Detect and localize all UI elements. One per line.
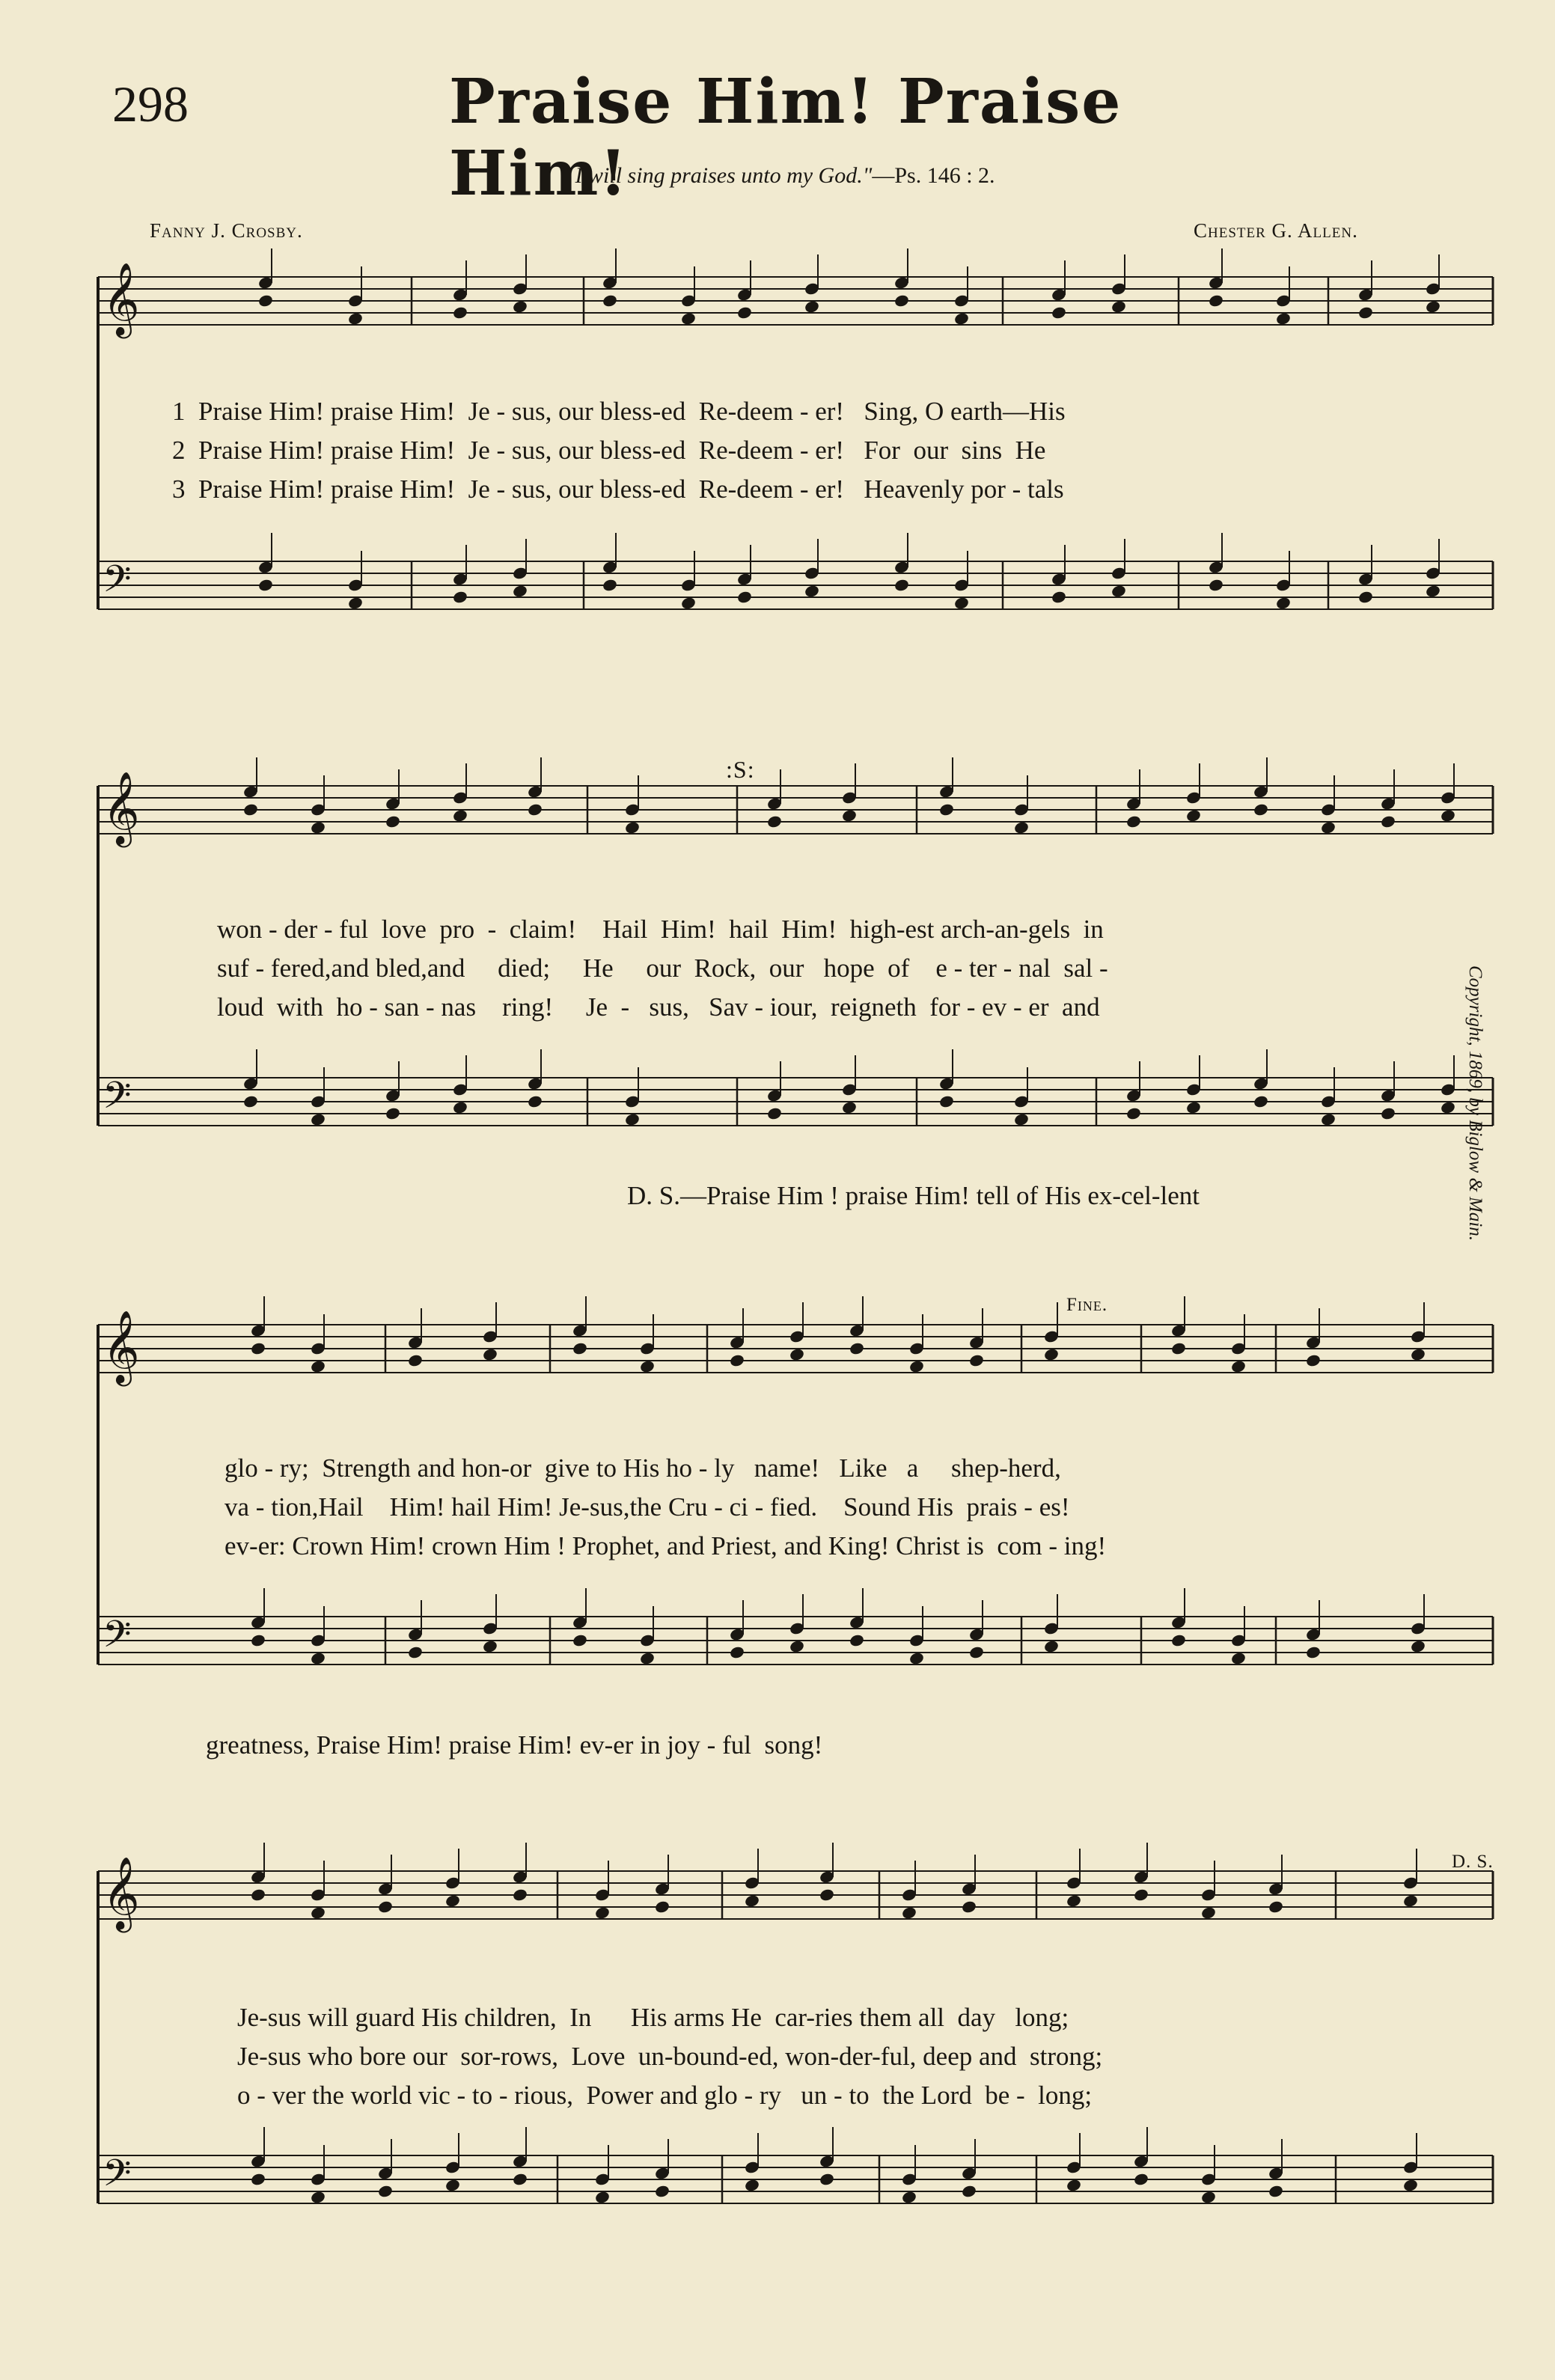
- notehead: [512, 1888, 528, 1902]
- notehead: [908, 1651, 925, 1665]
- notehead: [452, 808, 468, 823]
- segno-mark: :S:: [726, 756, 755, 783]
- verse-1-line: won - der - ful love pro - claim! Hail Him! hail Him! high-est arch-an-gels in: [217, 915, 1104, 944]
- notehead: [1440, 808, 1456, 823]
- bass-clef-icon: 𝄢: [103, 1074, 132, 1126]
- notehead: [901, 2190, 917, 2204]
- notehead: [789, 1639, 805, 1653]
- notehead: [1357, 305, 1374, 320]
- notehead: [893, 293, 910, 308]
- notehead: [1402, 1894, 1419, 1908]
- notehead: [1066, 2178, 1082, 2192]
- composer-credit: Chester G. Allen.: [1194, 219, 1358, 242]
- notehead: [1051, 590, 1067, 604]
- notehead: [1230, 1359, 1247, 1373]
- notehead: [819, 2172, 835, 2186]
- notehead: [1410, 1347, 1426, 1361]
- notehead: [901, 1905, 917, 1920]
- notehead: [250, 2172, 266, 2186]
- notehead: [849, 1633, 865, 1647]
- notehead: [377, 1900, 394, 1914]
- notehead: [1066, 1894, 1082, 1908]
- verse-3-line: loud with ho - san - nas ring! Je - sus, Sav - iour, reigneth for - ev - er and: [217, 992, 1100, 1022]
- ds-refrain-text: D. S.—Praise Him ! praise Him! tell of His ex-cel-lent: [627, 1181, 1200, 1210]
- verse-2-line: va - tion,Hail Him! hail Him! Je-sus,the Cru - ci - fied. Sound His prais - es!: [224, 1492, 1070, 1522]
- notehead: [407, 1353, 424, 1367]
- treble-clef-icon: 𝄞: [103, 771, 140, 844]
- verse-1-line: Je-sus will guard His children, In His arms He car-ries them all day long;: [237, 2003, 1069, 2032]
- notehead: [639, 1651, 656, 1665]
- notehead: [310, 1651, 326, 1665]
- notehead: [654, 1900, 670, 1914]
- notehead: [1402, 2178, 1419, 2192]
- notehead: [257, 293, 274, 308]
- notehead: [819, 1888, 835, 1902]
- notehead: [766, 1106, 783, 1120]
- notehead: [766, 814, 783, 829]
- notehead: [841, 808, 858, 823]
- notehead: [242, 802, 259, 817]
- hymn-number: 298: [112, 76, 189, 132]
- verse-3-line: ev-er: Crown Him! crown Him ! Prophet, and Priest, and King! Christ is com - ing!: [224, 1531, 1107, 1560]
- notehead: [1320, 820, 1336, 834]
- notehead: [1111, 584, 1127, 598]
- notehead: [310, 2190, 326, 2204]
- notehead: [452, 305, 468, 320]
- notehead: [1200, 2190, 1217, 2204]
- notehead: [310, 1359, 326, 1373]
- notehead: [1013, 820, 1030, 834]
- notehead: [953, 596, 970, 610]
- notehead: [594, 2190, 611, 2204]
- notehead: [602, 293, 618, 308]
- notehead: [310, 1112, 326, 1126]
- music-system-3: [94, 1295, 1500, 1774]
- treble-clef-icon: 𝄞: [103, 262, 140, 335]
- verse-2-line: suf - fered,and bled,and died; He our Rock, our hope of e - ter - nal sal -: [217, 953, 1108, 983]
- music-notation-2: [94, 756, 1500, 1220]
- treble-clef-icon: 𝄞: [103, 1856, 140, 1929]
- notehead: [953, 311, 970, 326]
- notehead: [1125, 814, 1142, 829]
- notehead: [1185, 1100, 1202, 1114]
- bass-clef-icon: 𝄢: [103, 1613, 132, 1665]
- notehead: [572, 1341, 588, 1355]
- hymn-title: Praise Him! Praise Him!: [449, 66, 1122, 210]
- notehead: [385, 1106, 401, 1120]
- notehead: [849, 1341, 865, 1355]
- notehead: [1268, 1900, 1284, 1914]
- notehead: [893, 578, 910, 592]
- notehead: [512, 2172, 528, 2186]
- notehead: [1357, 590, 1374, 604]
- notehead: [1185, 808, 1202, 823]
- notehead: [377, 2184, 394, 2198]
- notehead: [1275, 596, 1292, 610]
- notehead: [1425, 584, 1441, 598]
- notehead: [639, 1359, 656, 1373]
- ds-return-text: greatness, Praise Him! praise Him! ev-er in joy - ful song!: [206, 1730, 823, 1760]
- verse-3-line: o - ver the world vic - to - rious, Power and glo - ry un - to the Lord be - long;: [237, 2081, 1093, 2110]
- notehead: [242, 1094, 259, 1108]
- notehead: [908, 1359, 925, 1373]
- notehead: [602, 578, 618, 592]
- notehead: [804, 584, 820, 598]
- notehead: [482, 1347, 498, 1361]
- notehead: [1425, 299, 1441, 314]
- scripture-quote: " I will sing praises unto my God.": [560, 163, 873, 188]
- notehead: [1305, 1645, 1322, 1659]
- bass-clef-icon: 𝄢: [103, 558, 132, 610]
- notehead: [729, 1645, 745, 1659]
- notehead: [938, 1094, 955, 1108]
- notehead: [1305, 1353, 1322, 1367]
- notehead: [1380, 1106, 1396, 1120]
- ds-mark: D. S.: [1452, 1852, 1494, 1872]
- notehead: [961, 2184, 977, 2198]
- notehead: [1170, 1341, 1187, 1355]
- notehead: [1111, 299, 1127, 314]
- notehead: [961, 1900, 977, 1914]
- notehead: [729, 1353, 745, 1367]
- notehead: [452, 1100, 468, 1114]
- verse-1-line: glo - ry; Strength and hon-or give to His ho - ly name! Like a shep-herd,: [224, 1453, 1061, 1483]
- bass-clef-icon: 𝄢: [103, 2152, 132, 2204]
- notehead: [250, 1888, 266, 1902]
- scripture-line: [0, 163, 1555, 189]
- notehead: [968, 1645, 985, 1659]
- music-system-4: [94, 1841, 1500, 2260]
- notehead: [654, 2184, 670, 2198]
- notehead: [1043, 1347, 1060, 1361]
- notehead: [1440, 1100, 1456, 1114]
- notehead: [680, 311, 697, 326]
- notehead: [624, 1112, 641, 1126]
- notehead: [594, 1905, 611, 1920]
- verse-2-line: 2 Praise Him! praise Him! Je - sus, our bless-ed Re-deem - er! For our sins He: [172, 436, 1046, 465]
- notehead: [250, 1633, 266, 1647]
- verse-3-line: 3 Praise Him! praise Him! Je - sus, our bless-ed Re-deem - er! Heavenly por - tals: [172, 475, 1064, 504]
- music-system-1: [94, 247, 1500, 666]
- notehead: [968, 1353, 985, 1367]
- notehead: [1051, 305, 1067, 320]
- scripture-ref: —Ps. 146 : 2.: [872, 163, 995, 188]
- notehead: [1200, 1905, 1217, 1920]
- notehead: [527, 802, 543, 817]
- notehead: [444, 1894, 461, 1908]
- notehead: [1320, 1112, 1336, 1126]
- notehead: [407, 1645, 424, 1659]
- notehead: [512, 584, 528, 598]
- fine-mark: Fine.: [1066, 1295, 1108, 1315]
- notehead: [1253, 802, 1269, 817]
- notehead: [1013, 1112, 1030, 1126]
- notehead: [1043, 1639, 1060, 1653]
- notehead: [1268, 2184, 1284, 2198]
- notehead: [310, 1905, 326, 1920]
- verse-2-line: Je-sus who bore our sor-rows, Love un-bound-ed, won-der-ful, deep and strong;: [237, 2042, 1103, 2071]
- lyricist-credit: Fanny J. Crosby.: [150, 219, 303, 242]
- notehead: [1275, 311, 1292, 326]
- notehead: [938, 802, 955, 817]
- notehead: [1133, 1888, 1149, 1902]
- notehead: [736, 590, 753, 604]
- notehead: [527, 1094, 543, 1108]
- notehead: [744, 2178, 760, 2192]
- copyright-notice: Copyright, 1869, by Biglow & Main.: [1465, 965, 1485, 1242]
- notehead: [680, 596, 697, 610]
- music-system-2: [94, 756, 1500, 1220]
- notehead: [1380, 814, 1396, 829]
- notehead: [1133, 2172, 1149, 2186]
- notehead: [1208, 293, 1224, 308]
- verse-1-line: 1 Praise Him! praise Him! Je - sus, our bless-ed Re-deem - er! Sing, O earth—His: [172, 397, 1066, 426]
- notehead: [804, 299, 820, 314]
- notehead: [789, 1347, 805, 1361]
- notehead: [624, 820, 641, 834]
- notehead: [744, 1894, 760, 1908]
- notehead: [310, 820, 326, 834]
- notehead: [347, 311, 364, 326]
- notehead: [250, 1341, 266, 1355]
- notehead: [512, 299, 528, 314]
- notehead: [1410, 1639, 1426, 1653]
- notehead: [385, 814, 401, 829]
- notehead: [347, 596, 364, 610]
- notehead: [444, 2178, 461, 2192]
- notehead: [452, 590, 468, 604]
- notehead: [736, 305, 753, 320]
- notehead: [257, 578, 274, 592]
- notehead: [1208, 578, 1224, 592]
- treble-clef-icon: 𝄞: [103, 1310, 140, 1383]
- notehead: [572, 1633, 588, 1647]
- notehead: [1253, 1094, 1269, 1108]
- notehead: [1125, 1106, 1142, 1120]
- notehead: [841, 1100, 858, 1114]
- notehead: [482, 1639, 498, 1653]
- notehead: [1170, 1633, 1187, 1647]
- notehead: [1230, 1651, 1247, 1665]
